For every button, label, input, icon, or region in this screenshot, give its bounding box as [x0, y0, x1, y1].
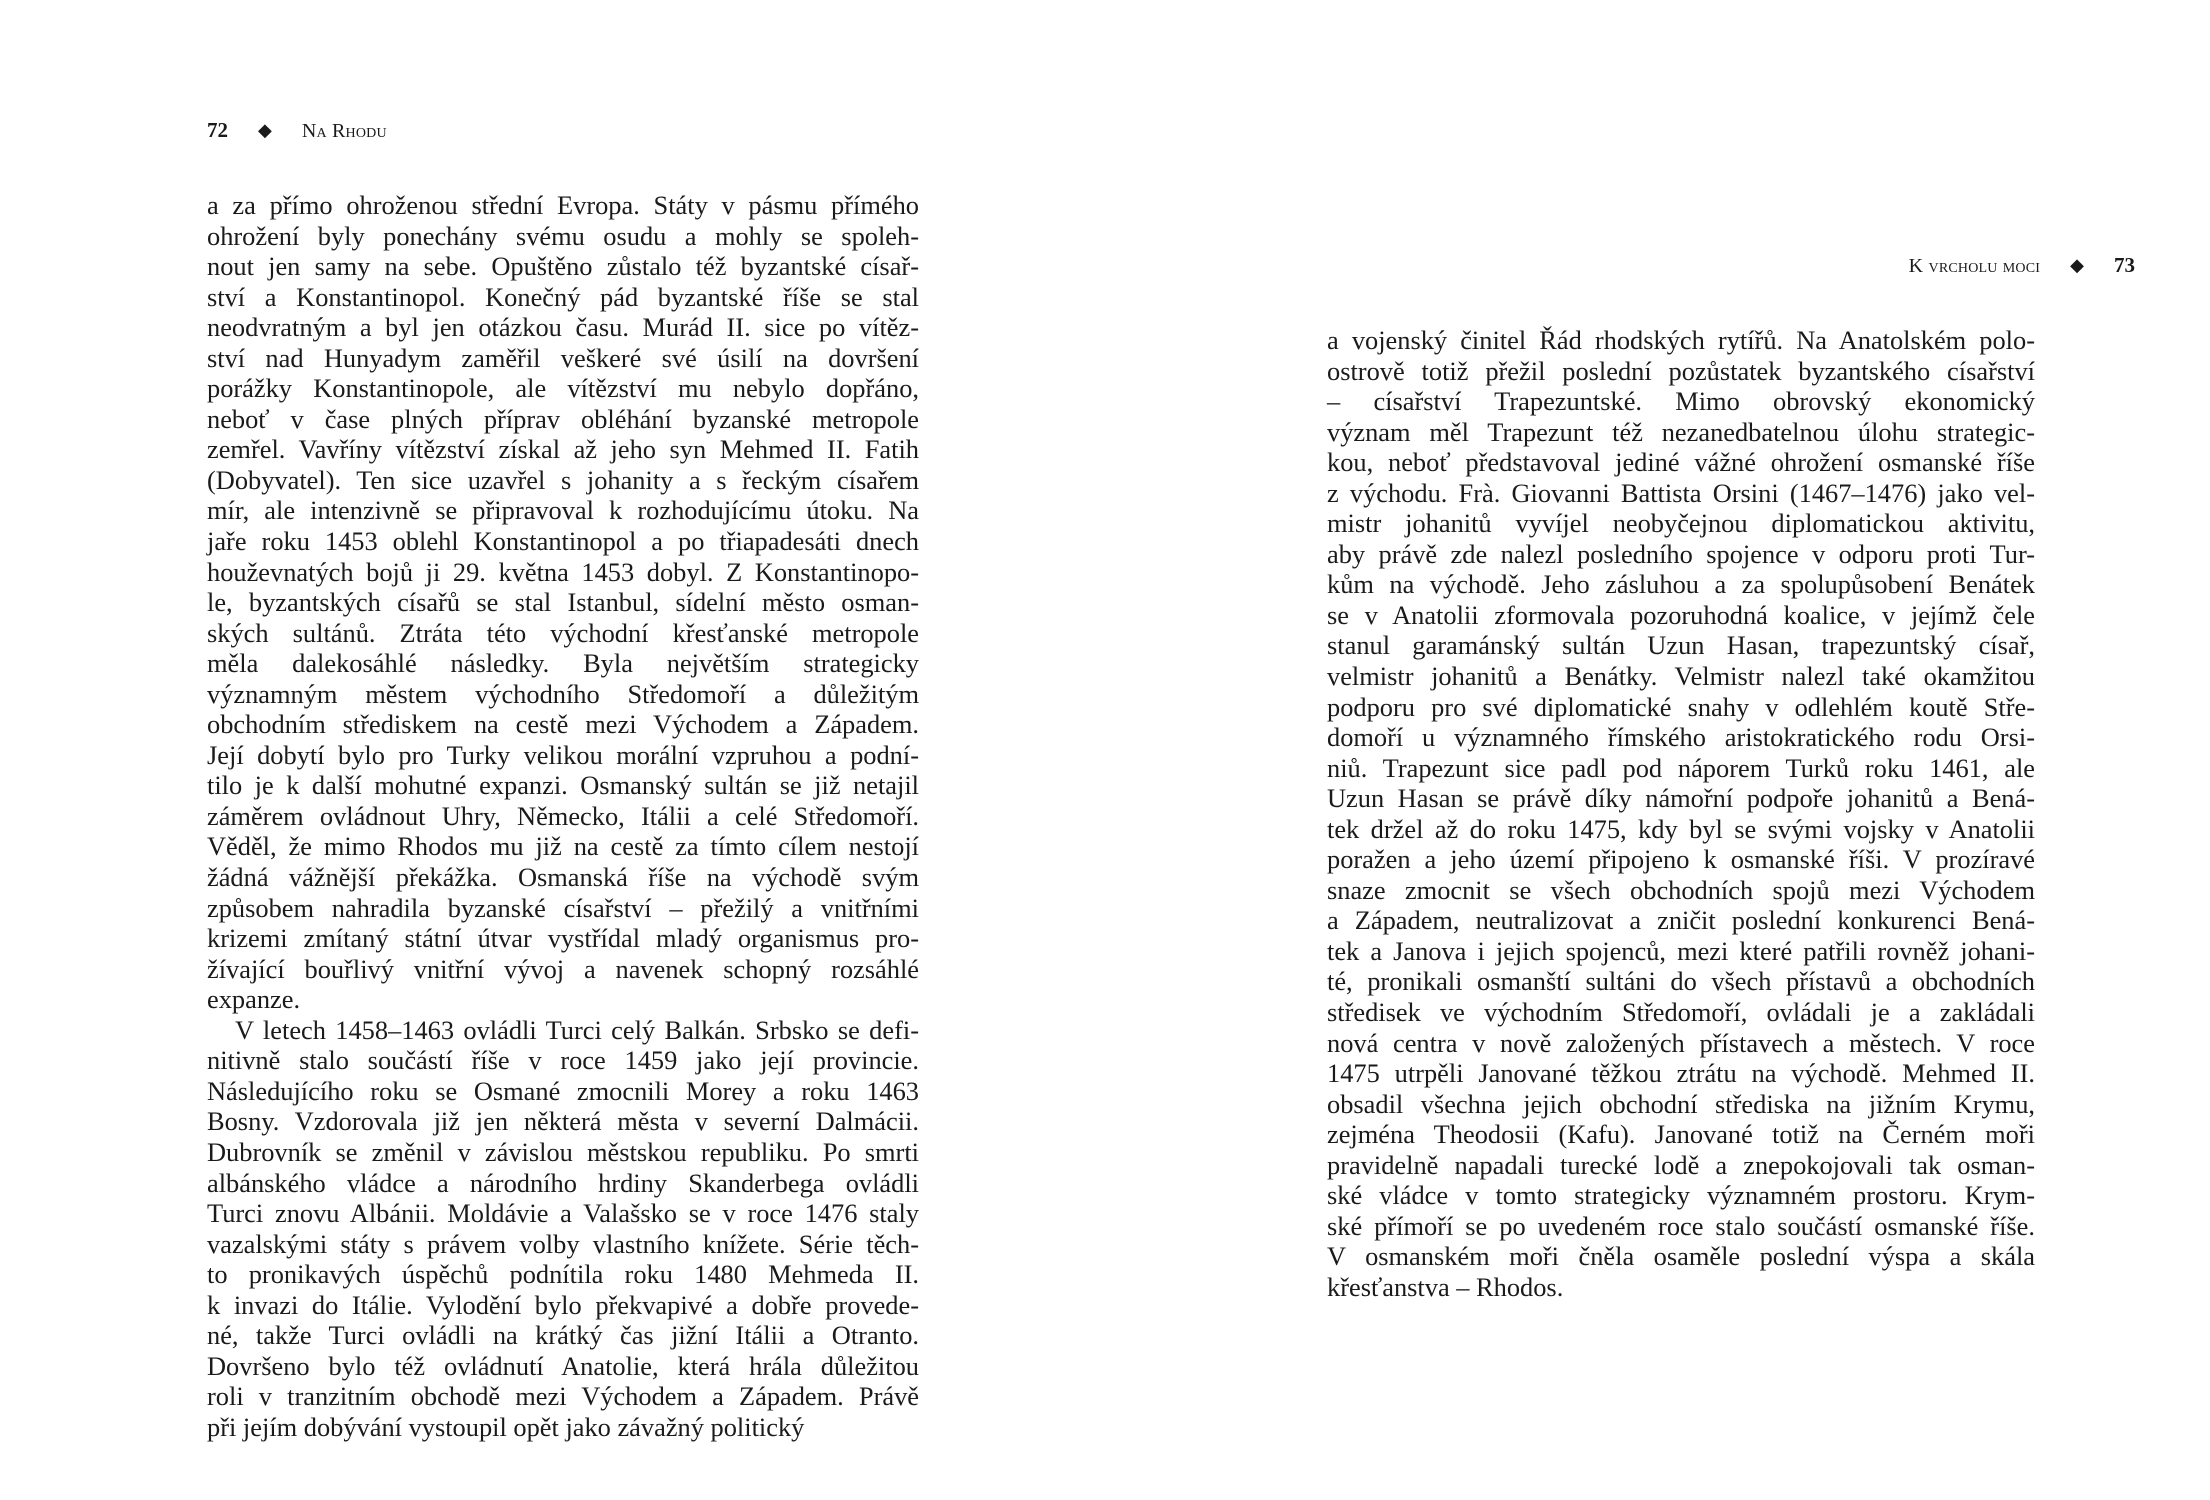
- text-line: vazalskými státy s právem volby vlastního knížete. Série těch-: [207, 1228, 919, 1259]
- left-page-header: [207, 118, 387, 143]
- page-number: 73: [2114, 253, 2135, 277]
- text-line: a Západem, neutralizovat a zničit poslední konkurenci Bená-: [1327, 905, 2035, 936]
- text-line: Dovršeno bylo též ovládnutí Anatolie, která hrála důležitou: [207, 1350, 919, 1381]
- text-line: zejména Theodosii (Kafu). Janované totiž na Černém moři: [1327, 1119, 2035, 1150]
- text-line: snaze zmocnit se všech obchodních spojů mezi Východem: [1327, 874, 2035, 905]
- text-line: expanze.: [207, 984, 301, 1015]
- text-line: kům na východě. Jeho zásluhou a za spolupůsobení Benátek: [1327, 569, 2035, 600]
- text-line: a za přímo ohroženou střední Evropa. Státy v pásmu přímého: [207, 190, 919, 220]
- text-line: záměrem ovládnout Uhry, Německo, Itálii a celé Středomoří.: [207, 800, 919, 831]
- text-line: ské přímoří se po uvedeném roce stalo součástí osmanské říše.: [1327, 1210, 2035, 1241]
- text-line: zemřel. Vavříny vítězství získal až jeho syn Mehmed II. Fatih: [207, 434, 919, 465]
- right-page: [1105, 0, 2210, 1500]
- text-line: mír, ale intenzivně se připravoval k rozhodujícímu útoku. Na: [207, 495, 919, 526]
- page-number: 72: [207, 118, 228, 142]
- text-line: stanul garamánský sultán Uzun Hasan, trapezuntský císař,: [1327, 630, 2035, 661]
- text-line: měla dalekosáhlé následky. Byla největším strategicky: [207, 648, 919, 679]
- text-line: nout jen samy na sebe. Opuštěno zůstalo též byzantské císař-: [207, 251, 919, 282]
- text-line: kou, neboť představoval jediné vážné ohrožení osmanské říše: [1327, 447, 2035, 478]
- text-line: způsobem nahradila byzanské císařství – přežilý a vnitřními: [207, 892, 919, 923]
- diamond-separator-icon: ◆: [258, 120, 272, 140]
- text-line: Bosny. Vzdorovala již jen některá města v severní Dalmácii.: [207, 1106, 919, 1137]
- text-line: žívající bouřlivý vnitřní vývoj a navenek schopný rozsáhlé: [207, 953, 919, 984]
- text-line: se v Anatolii zformovala pozoruhodná koalice, v jejímž čele: [1327, 599, 2035, 630]
- text-line: tek a Janova i jejich spojenců, mezi které patřili rovněž johani-: [1327, 935, 2035, 966]
- text-line: aby právě zde nalezl posledního spojence v odporu proti Tur-: [1327, 538, 2035, 569]
- text-line: velmistr johanitů a Benátky. Velmistr nalezl také okamžitou: [1327, 661, 2035, 692]
- text-line: tek držel až do roku 1475, kdy byl se svými vojsky v Anatolii: [1327, 813, 2035, 844]
- text-line: V osmanském moři čněla osaměle poslední výspa a skála: [1327, 1241, 2035, 1272]
- text-line: nová centra v nově založených přístavech a městech. V roce: [1327, 1027, 2035, 1058]
- text-line: obsadil všechna jejich obchodní střediska na jižním Krymu,: [1327, 1088, 2035, 1119]
- text-line: Turci znovu Albánii. Moldávie a Valašsko se v roce 1476 staly: [207, 1198, 919, 1229]
- text-line: houževnatých bojů ji 29. května 1453 dobyl. Z Konstantinopo-: [207, 556, 919, 587]
- text-line: ství nad Hunyadym zaměřil veškeré své úsilí na dovršení: [207, 342, 919, 373]
- text-line: ské vládce v tomto strategicky významném prostoru. Krym-: [1327, 1180, 2035, 1211]
- text-line: domoří u významného římského aristokratického rodu Orsi-: [1327, 722, 2035, 753]
- text-line: 1475 utrpěli Janované těžkou ztrátu na východě. Mehmed II.: [1327, 1058, 2035, 1089]
- text-line: albánského vládce a národního hrdiny Skanderbega ovládli: [207, 1167, 919, 1198]
- text-line: Následujícího roku se Osmané zmocnili Morey a roku 1463: [207, 1075, 919, 1106]
- text-line: né, takže Turci ovládli na krátký čas jižní Itálii a Otranto.: [207, 1320, 919, 1351]
- right-page-header: [1909, 253, 2135, 278]
- text-line: obchodním střediskem na cestě mezi Východem a Západem.: [207, 709, 919, 740]
- diamond-separator-icon: ◆: [2070, 255, 2084, 275]
- text-line: V letech 1458–1463 ovládli Turci celý Balkán. Srbsko se defi-: [235, 1014, 919, 1045]
- text-line: té, pronikali osmanští sultáni do všech přístavů a obchodních: [1327, 966, 2035, 997]
- text-line: k invazi do Itálie. Vylodění bylo překvapivé a dobře provede-: [207, 1289, 919, 1320]
- text-line: mistr johanitů vyvíjel neobyčejnou diplomatickou aktivitu,: [1327, 508, 2035, 539]
- left-page-body-text: [207, 190, 919, 1442]
- text-line: ských sultánů. Ztráta této východní křesťanské metropole: [207, 617, 919, 648]
- text-line: (Dobyvatel). Ten sice uzavřel s johanity a s řeckým císařem: [207, 464, 919, 495]
- text-line: ostrově totiž přežil poslední pozůstatek byzantského císařství: [1327, 355, 2035, 386]
- text-line: neodvratným a byl jen otázkou času. Murád II. sice po vítěz-: [207, 312, 919, 343]
- text-line: význam měl Trapezunt též nezanedbatelnou úlohu strategic-: [1327, 416, 2035, 447]
- text-line: le, byzantských císařů se stal Istanbul, sídelní město osman-: [207, 587, 919, 618]
- text-line: významným městem východního Středomoří a důležitým: [207, 678, 919, 709]
- text-line: porážky Konstantinopole, ale vítězství mu nebylo dopřáno,: [207, 373, 919, 404]
- text-line: při jejím dobývání vystoupil opět jako závažný politický: [207, 1411, 805, 1442]
- text-line: Její dobytí bylo pro Turky velikou morální vzpruhou a podní-: [207, 739, 919, 770]
- text-line: – císařství Trapezuntské. Mimo obrovský ekonomický: [1327, 386, 2035, 417]
- text-line: niů. Trapezunt sice padl pod náporem Turků roku 1461, ale: [1327, 752, 2035, 783]
- text-line: poražen a jeho území připojeno k osmanské říši. V prozíravé: [1327, 844, 2035, 875]
- text-line: křesťanstva – Rhodos.: [1327, 1271, 1564, 1302]
- text-line: jaře roku 1453 oblehl Konstantinopol a po třiapadesáti dnech: [207, 526, 919, 557]
- text-line: krizemi zmítaný státní útvar vystřídal mladý organismus pro-: [207, 923, 919, 954]
- text-line: neboť v čase plných příprav obléhání byzanské metropole: [207, 403, 919, 434]
- text-line: ství a Konstantinopol. Konečný pád byzantské říše se stal: [207, 281, 919, 312]
- text-line: z východu. Frà. Giovanni Battista Orsini (1467–1476) jako vel-: [1327, 477, 2035, 508]
- text-line: ohrožení byly ponechány svému osudu a mohly se spoleh-: [207, 220, 919, 251]
- text-line: Dubrovník se změnil v závislou městskou republiku. Po smrti: [207, 1136, 919, 1167]
- text-line: žádná vážnější překážka. Osmanská říše na východě svým: [207, 862, 919, 893]
- running-title: K vrcholu moci: [1908, 255, 2041, 277]
- text-line: podporu pro své diplomatické snahy v odlehlém koutě Stře-: [1327, 691, 2035, 722]
- text-line: roli v tranzitním obchodě mezi Východem a Západem. Právě: [207, 1381, 919, 1412]
- text-line: středisek ve východním Středomoří, ovládali je a zakládali: [1327, 997, 2035, 1028]
- text-line: a vojenský činitel Řád rhodských rytířů. Na Anatolském polo-: [1327, 325, 2035, 355]
- running-title: Na Rhodu: [301, 120, 387, 142]
- text-line: Uzun Hasan se právě díky námořní podpoře johanitů a Bená-: [1327, 783, 2035, 814]
- text-line: pravidelně napadali turecké lodě a znepokojovali tak osman-: [1327, 1149, 2035, 1180]
- text-line: tilo je k další mohutné expanzi. Osmanský sultán se již netajil: [207, 770, 919, 801]
- text-line: Věděl, že mimo Rhodos mu již na cestě za tímto cílem nestojí: [207, 831, 919, 862]
- right-page-body-text: [1327, 325, 2035, 1303]
- text-line: to pronikavých úspěchů podnítila roku 1480 Mehmeda II.: [207, 1259, 919, 1290]
- text-line: nitivně stalo součástí říše v roce 1459 jako její provincie.: [207, 1045, 919, 1076]
